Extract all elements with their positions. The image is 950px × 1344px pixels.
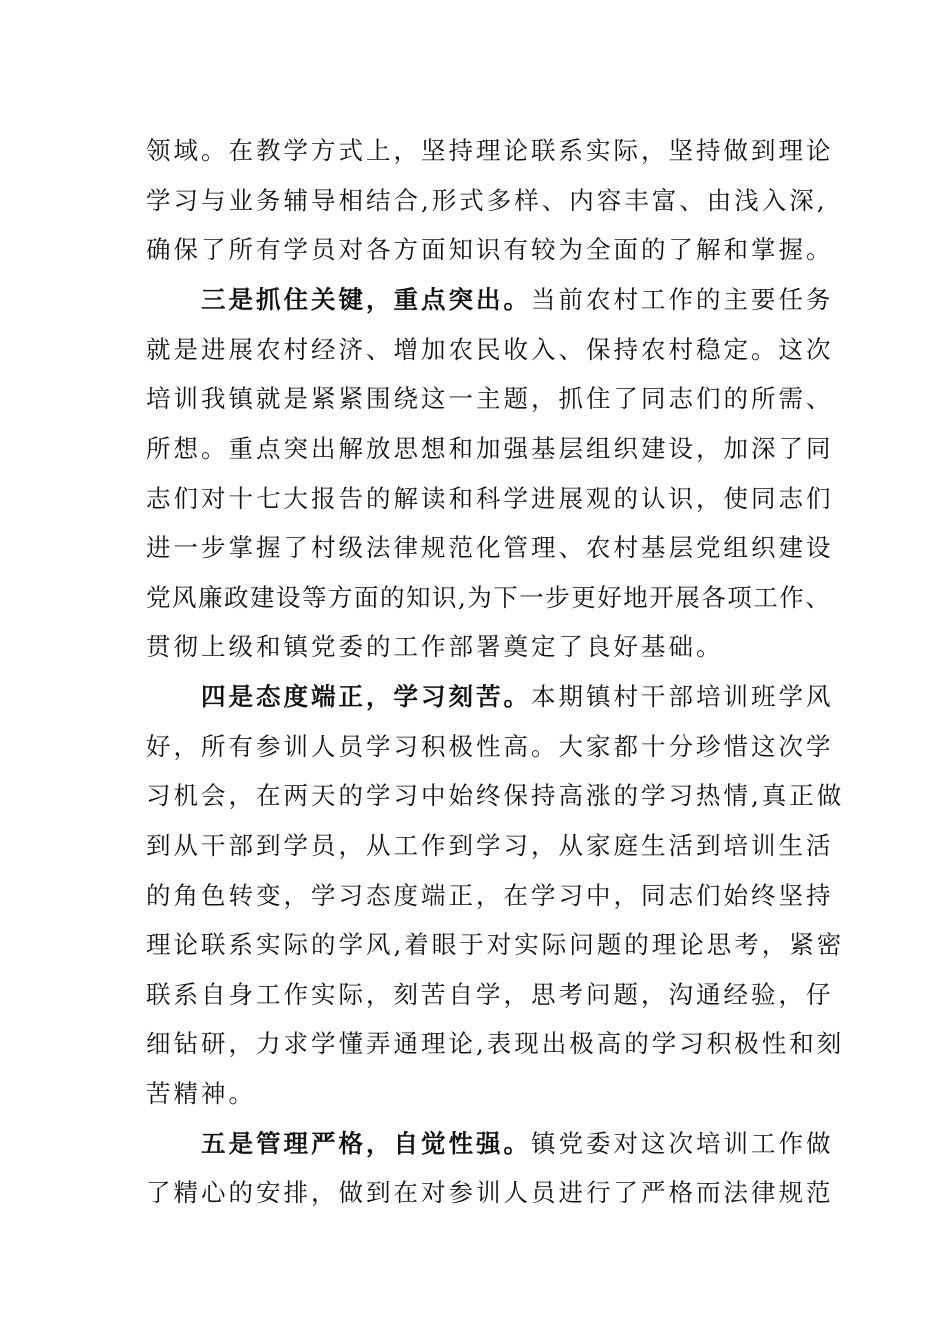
- text-line: [146, 531, 834, 565]
- line-text: 所想。重点突出解放思想和加强基层组织建设，加深了同: [146, 434, 834, 463]
- text-line: [146, 829, 834, 863]
- paragraph-heading: 五是管理严格，自觉性强。: [201, 1129, 531, 1158]
- paragraph-heading: 四是态度端正，学习刻苦。: [201, 682, 531, 711]
- text-line: [146, 978, 834, 1012]
- paragraph-start-line: [201, 680, 834, 714]
- text-line: [146, 1176, 834, 1210]
- text-line: [146, 184, 828, 218]
- text-line: [146, 581, 831, 615]
- paragraph-heading: 三是抓住关键，重点突出。: [201, 285, 531, 314]
- line-text: 学习与业务辅导相结合,形式多样、内容丰富、由浅入深,: [146, 186, 828, 215]
- paragraph-start-line: [201, 283, 834, 317]
- line-text: 习机会，在两天的学习中始终保持高涨的学习热情,真正做: [146, 781, 845, 810]
- text-line: [146, 432, 834, 466]
- line-text: 镇党委对这次培训工作做: [531, 1129, 834, 1158]
- line-text: 当前农村工作的主要任务: [531, 285, 834, 314]
- text-line: [146, 233, 834, 267]
- text-line: [146, 630, 724, 664]
- line-text: 的角色转变，学习态度端正，在学习中，同志们始终坚持: [146, 881, 834, 910]
- text-line: [146, 1077, 256, 1111]
- text-line: [146, 928, 844, 962]
- text-line: [146, 779, 844, 813]
- line-text: 志们对十七大报告的解读和科学进展观的认识，使同志们: [146, 484, 834, 513]
- line-text: 到从干部到学员，从工作到学习，从家庭生活到培训生活: [146, 831, 834, 860]
- line-text: 了精心的安排，做到在对参训人员进行了严格而法律规范: [146, 1178, 834, 1207]
- line-text: 苦精神。: [146, 1079, 256, 1108]
- line-text: 理论联系实际的学风,着眼于对实际问题的理论思考，紧密: [146, 930, 845, 959]
- line-text: 就是进展农村经济、增加农民收入、保持农村稳定。这次: [146, 335, 834, 364]
- text-line: [146, 382, 834, 416]
- text-line: [146, 134, 834, 168]
- text-line: [146, 482, 834, 516]
- text-line: [146, 730, 834, 764]
- text-line: [146, 879, 834, 913]
- line-text: 细钻研，力求学懂弄通理论,表现出极高的学习积极性和刻: [146, 1029, 845, 1058]
- line-text: 好，所有参训人员学习积极性高。大家都十分珍惜这次学: [146, 732, 834, 761]
- line-text: 培训我镇就是紧紧围绕这一主题，抓住了同志们的所需、: [146, 384, 834, 413]
- line-text: 贯彻上级和镇党委的工作部署奠定了良好基础。: [146, 632, 724, 661]
- text-line: [146, 1027, 844, 1061]
- line-text: 党风廉政建设等方面的知识,为下一步更好地开展各项工作、: [146, 583, 832, 612]
- line-text: 联系自身工作实际，刻苦自学，思考问题，沟通经验，仔: [146, 980, 834, 1009]
- line-text: 确保了所有学员对各方面知识有较为全面的了解和掌握。: [146, 235, 834, 264]
- line-text: 进一步掌握了村级法律规范化管理、农村基层党组织建设: [146, 533, 834, 562]
- line-text: 本期镇村干部培训班学风: [531, 682, 834, 711]
- paragraph-start-line: [201, 1127, 834, 1161]
- line-text: 领域。在教学方式上，坚持理论联系实际，坚持做到理论: [146, 136, 834, 165]
- text-line: [146, 333, 834, 367]
